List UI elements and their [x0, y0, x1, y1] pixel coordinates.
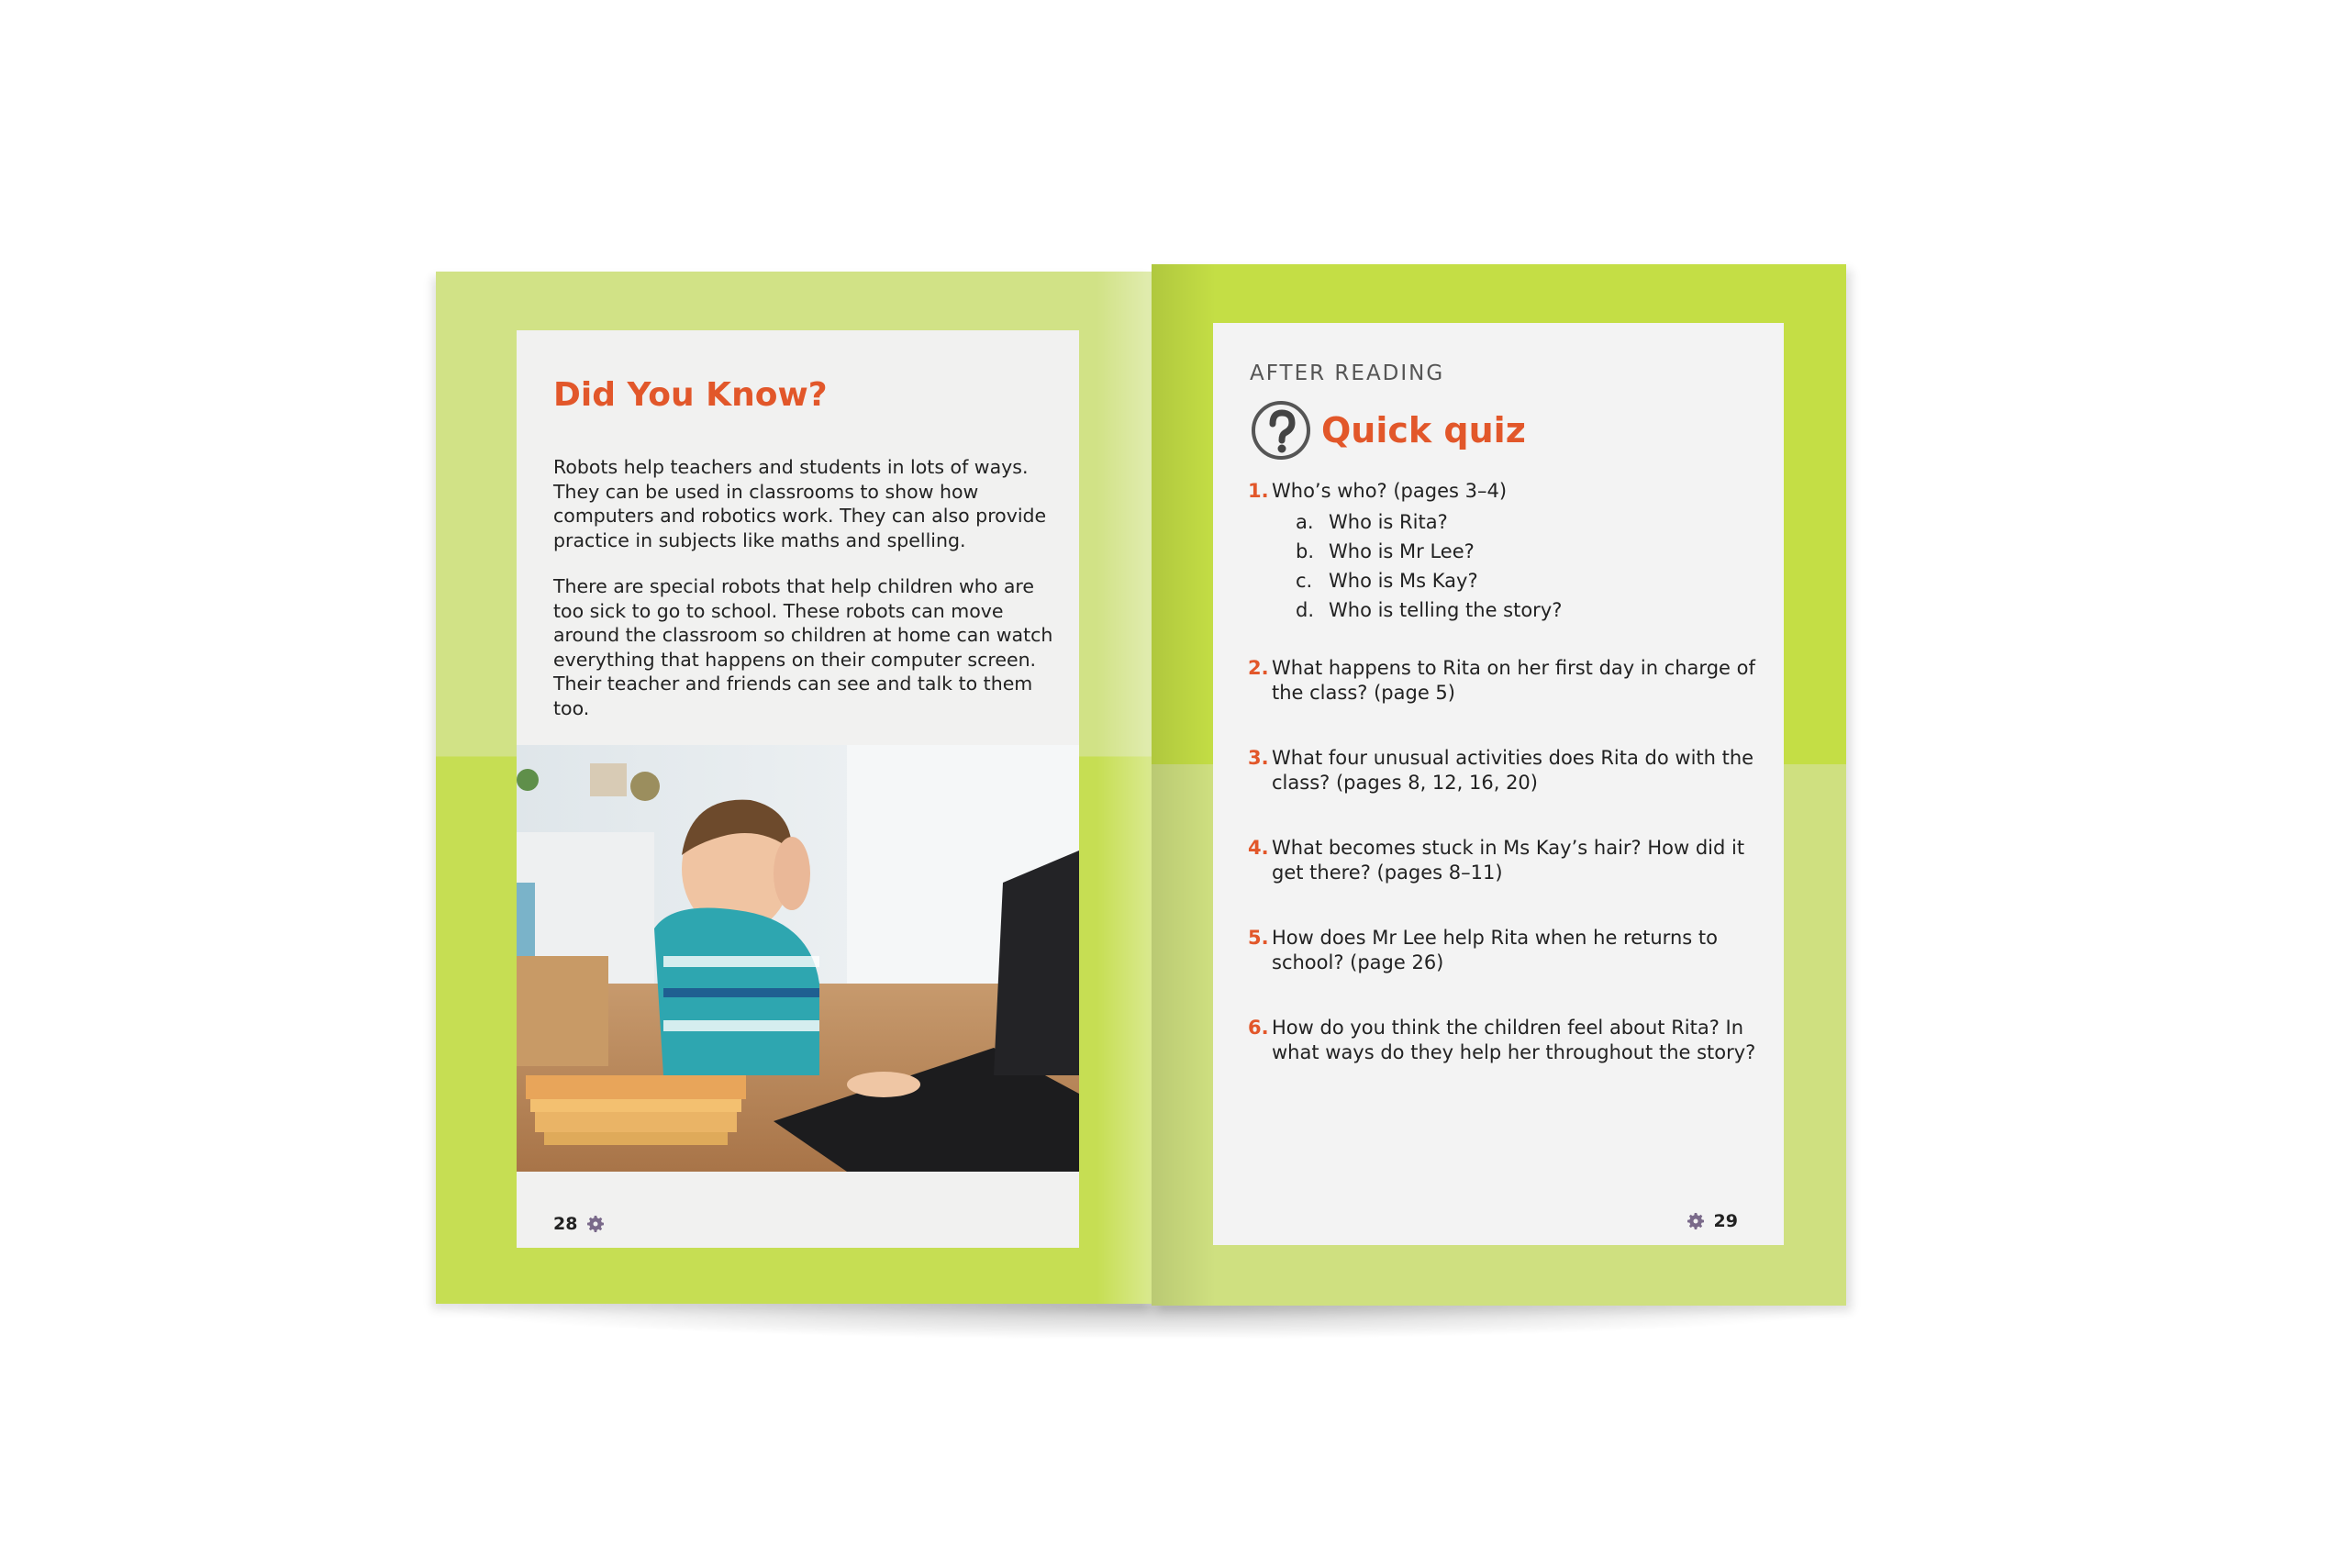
page-number: 28 — [553, 1214, 578, 1234]
question-text: What becomes stuck in Ms Kay’s hair? How did it get there? (pages 8–11) — [1272, 837, 1745, 884]
sub-question-label: c. — [1296, 570, 1313, 592]
quiz-question-3 — [1248, 746, 1762, 795]
quiz-question-6 — [1248, 1016, 1762, 1065]
question-text: Who’s who? (pages 3–4) — [1272, 480, 1508, 502]
right-page — [1152, 264, 1846, 1306]
question-number: 3. — [1248, 747, 1269, 769]
sub-question-list — [1296, 507, 1762, 625]
sub-question-label: d. — [1296, 599, 1315, 621]
question-number: 4. — [1248, 837, 1269, 859]
quiz-question-1 — [1248, 479, 1762, 625]
sub-question-a — [1296, 507, 1762, 537]
quiz-question-4 — [1248, 836, 1762, 885]
quiz-question-5 — [1248, 926, 1762, 975]
sub-question-text: Who is Mr Lee? — [1329, 540, 1475, 562]
page-footer-left — [553, 1213, 607, 1235]
quiz-heading — [1250, 398, 1526, 462]
quiz-question-2 — [1248, 656, 1762, 706]
question-text: What four unusual activities does Rita do with the class? (pages 8, 12, 16, 20) — [1272, 747, 1754, 794]
page-title: Did You Know? — [553, 376, 828, 414]
gear-icon — [584, 1213, 607, 1235]
sub-question-d — [1296, 595, 1762, 625]
sub-question-text: Who is Ms Kay? — [1329, 570, 1478, 592]
left-gutter-shade — [1097, 272, 1152, 1304]
page-footer-right — [1685, 1210, 1738, 1232]
question-number: 5. — [1248, 927, 1269, 949]
page-number: 29 — [1713, 1211, 1738, 1231]
gear-icon — [1685, 1210, 1707, 1232]
sub-question-label: b. — [1296, 540, 1315, 562]
right-panel — [1213, 323, 1784, 1245]
question-number: 2. — [1248, 657, 1269, 679]
question-text: How does Mr Lee help Rita when he returns to school? (page 26) — [1272, 927, 1718, 973]
question-number: 1. — [1248, 480, 1269, 502]
sub-question-c — [1296, 566, 1762, 595]
sub-question-text: Who is Rita? — [1329, 511, 1448, 533]
left-page — [436, 272, 1152, 1304]
question-number: 6. — [1248, 1017, 1269, 1039]
paragraph-1: Robots help teachers and students in lots of ways. They can be used in classrooms to show how computers and robotics work. They can also provide practice in subjects like maths and spelling. — [553, 456, 1047, 551]
question-text: How do you think the children feel about Rita? In what ways do they help her throughout the story? — [1272, 1017, 1756, 1063]
sub-question-text: Who is telling the story? — [1329, 599, 1563, 621]
question-mark-icon — [1250, 398, 1314, 462]
sub-question-label: a. — [1296, 511, 1314, 533]
right-gutter-shade — [1152, 264, 1216, 1306]
quiz-title: Quick quiz — [1321, 410, 1526, 450]
paragraph-2: There are special robots that help children who are too sick to go to school. These robots can move around the classroom so children at home can watch everything that happens on their computer screen. Their teacher and friends can see and talk to them too. — [553, 575, 1053, 719]
question-text: What happens to Rita on her first day in charge of the class? (page 5) — [1272, 657, 1755, 704]
boy-at-laptop-photo — [517, 745, 1079, 1172]
left-panel — [517, 330, 1079, 1248]
quiz-question-list — [1248, 479, 1762, 1065]
sub-question-b — [1296, 537, 1762, 566]
section-kicker: AFTER READING — [1250, 361, 1445, 385]
